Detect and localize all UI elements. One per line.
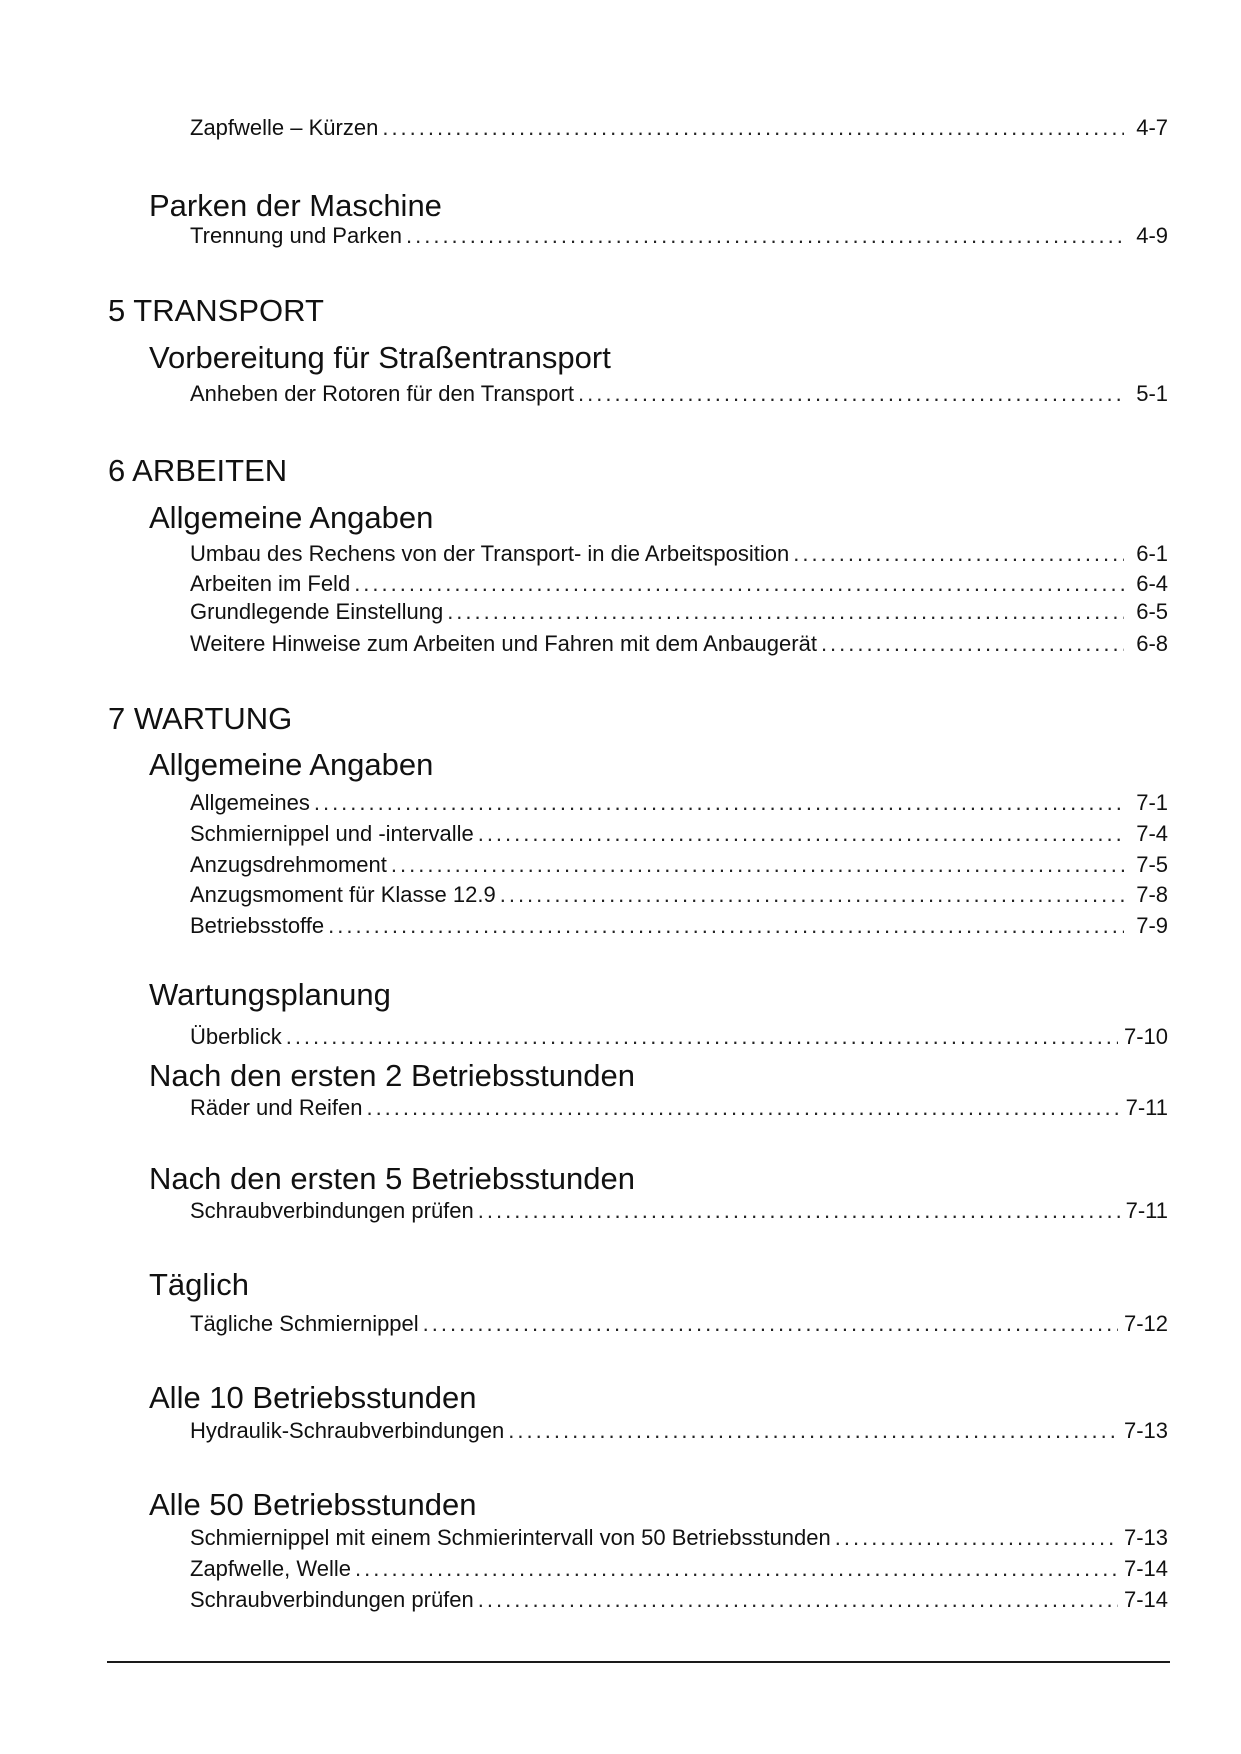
dot-leader — [354, 571, 1124, 597]
toc-entry-label: Anzugsdrehmoment — [190, 852, 387, 877]
toc-entry-label: Anzugsmoment für Klasse 12.9 — [190, 882, 496, 907]
toc-entry-page: 6-4 — [1136, 571, 1168, 596]
toc-entry-page: 7-1 — [1136, 790, 1168, 815]
toc-chapter-heading[interactable]: 7 WARTUNG — [108, 701, 293, 736]
toc-entry-page: 7-8 — [1136, 882, 1168, 907]
toc-entry-page: 6-8 — [1136, 631, 1168, 656]
toc-entry[interactable] — [190, 821, 1168, 847]
toc-entry-page: 7-11 — [1125, 1198, 1168, 1223]
toc-section-heading[interactable]: Täglich — [149, 1267, 249, 1302]
toc-entry[interactable] — [190, 571, 1168, 597]
toc-entry-page: 7-13 — [1123, 1418, 1168, 1443]
toc-section-heading[interactable]: Wartungsplanung — [149, 977, 391, 1012]
toc-entry[interactable] — [190, 541, 1168, 567]
toc-section-heading[interactable]: Nach den ersten 2 Betriebsstunden — [149, 1058, 635, 1093]
toc-entry[interactable] — [190, 913, 1168, 939]
toc-entry[interactable] — [190, 1311, 1168, 1337]
dot-leader — [508, 1418, 1118, 1444]
toc-entry-label: Zapfwelle – Kürzen — [190, 115, 379, 140]
toc-entry[interactable] — [190, 631, 1168, 657]
toc-entry-label: Allgemeines — [190, 790, 310, 815]
toc-entry-page: 4-9 — [1136, 223, 1168, 248]
toc-section-heading[interactable]: Nach den ersten 5 Betriebsstunden — [149, 1161, 635, 1196]
toc-chapter-heading[interactable]: 6 ARBEITEN — [108, 453, 288, 488]
toc-entry[interactable] — [190, 1418, 1168, 1444]
toc-entry-label: Räder und Reifen — [190, 1095, 363, 1120]
toc-entry-page: 7-5 — [1136, 852, 1168, 877]
toc-entry[interactable] — [190, 852, 1168, 878]
toc-entry-page: 5-1 — [1136, 381, 1168, 406]
toc-entry-label: Umbau des Rechens von der Transport- in die Arbeitsposition — [190, 541, 790, 566]
dot-leader — [578, 381, 1124, 407]
toc-entry-label: Schraubverbindungen prüfen — [190, 1198, 474, 1223]
toc-entry-label: Betriebsstoffe — [190, 913, 325, 938]
dot-leader — [478, 1587, 1118, 1613]
toc-section-heading[interactable]: Allgemeine Angaben — [149, 500, 434, 535]
toc-entry-page: 7-10 — [1123, 1024, 1168, 1049]
toc-section-heading[interactable]: Vorbereitung für Straßentransport — [149, 340, 611, 375]
dot-leader — [447, 599, 1124, 625]
toc-entry[interactable] — [190, 1024, 1168, 1050]
dot-leader — [835, 1525, 1118, 1551]
toc-entry-label: Schmiernippel und -intervalle — [190, 821, 474, 846]
toc-entry-label: Tägliche Schmiernippel — [190, 1311, 419, 1336]
dot-leader — [391, 852, 1124, 878]
toc-entry-label: Schmiernippel mit einem Schmierintervall von 50 Betriebsstunden — [190, 1525, 831, 1550]
toc-section-heading[interactable]: Alle 50 Betriebsstunden — [149, 1487, 477, 1522]
toc-section-heading[interactable]: Parken der Maschine — [149, 188, 442, 223]
toc-entry-page: 7-14 — [1123, 1587, 1168, 1612]
toc-entry-label: Schraubverbindungen prüfen — [190, 1587, 474, 1612]
dot-leader — [382, 115, 1124, 141]
dot-leader — [478, 1198, 1120, 1224]
toc-section-heading[interactable]: Alle 10 Betriebsstunden — [149, 1380, 477, 1415]
dot-leader — [314, 790, 1124, 816]
dot-leader — [366, 1095, 1119, 1121]
dot-leader — [500, 882, 1124, 908]
toc-entry[interactable] — [190, 1556, 1168, 1582]
toc-entry-page: 6-5 — [1136, 599, 1168, 624]
toc-entry[interactable] — [190, 115, 1168, 141]
toc-entry[interactable] — [190, 1198, 1168, 1224]
toc-entry-page: 7-11 — [1125, 1095, 1168, 1120]
toc-entry-label: Anheben der Rotoren für den Transport — [190, 381, 575, 406]
toc-entry-page: 7-13 — [1123, 1525, 1168, 1550]
dot-leader — [423, 1311, 1118, 1337]
dot-leader — [328, 913, 1124, 939]
dot-leader — [406, 223, 1124, 249]
dot-leader — [478, 821, 1124, 847]
toc-entry-page: 4-7 — [1136, 115, 1168, 140]
toc-entry[interactable] — [190, 223, 1168, 249]
toc-entry-label: Trennung und Parken — [190, 223, 402, 248]
toc-entry[interactable] — [190, 790, 1168, 816]
toc-entry[interactable] — [190, 882, 1168, 908]
toc-entry[interactable] — [190, 1587, 1168, 1613]
toc-entry[interactable] — [190, 1095, 1168, 1121]
toc-entry-label: Arbeiten im Feld — [190, 571, 351, 596]
toc-entry-label: Weitere Hinweise zum Arbeiten und Fahren mit dem Anbaugerät — [190, 631, 817, 656]
toc-entry[interactable] — [190, 381, 1168, 407]
toc-entry-label: Zapfwelle, Welle — [190, 1556, 351, 1581]
dot-leader — [821, 631, 1124, 657]
toc-entry-label: Überblick — [190, 1024, 282, 1049]
toc-entry-label: Hydraulik-Schraubverbindungen — [190, 1418, 505, 1443]
dot-leader — [793, 541, 1124, 567]
dot-leader — [286, 1024, 1118, 1050]
toc-entry-page: 7-12 — [1123, 1311, 1168, 1336]
toc-section-heading[interactable]: Allgemeine Angaben — [149, 747, 434, 782]
footer-divider — [107, 1661, 1170, 1663]
toc-entry-page: 7-9 — [1136, 913, 1168, 938]
toc-chapter-heading[interactable]: 5 TRANSPORT — [108, 293, 324, 328]
toc-entry-page: 7-14 — [1123, 1556, 1168, 1581]
toc-entry-page: 7-4 — [1136, 821, 1168, 846]
toc-entry[interactable] — [190, 1525, 1168, 1551]
toc-entry[interactable] — [190, 599, 1168, 625]
toc-entry-page: 6-1 — [1136, 541, 1168, 566]
toc-entry-label: Grundlegende Einstellung — [190, 599, 444, 624]
dot-leader — [355, 1556, 1118, 1582]
